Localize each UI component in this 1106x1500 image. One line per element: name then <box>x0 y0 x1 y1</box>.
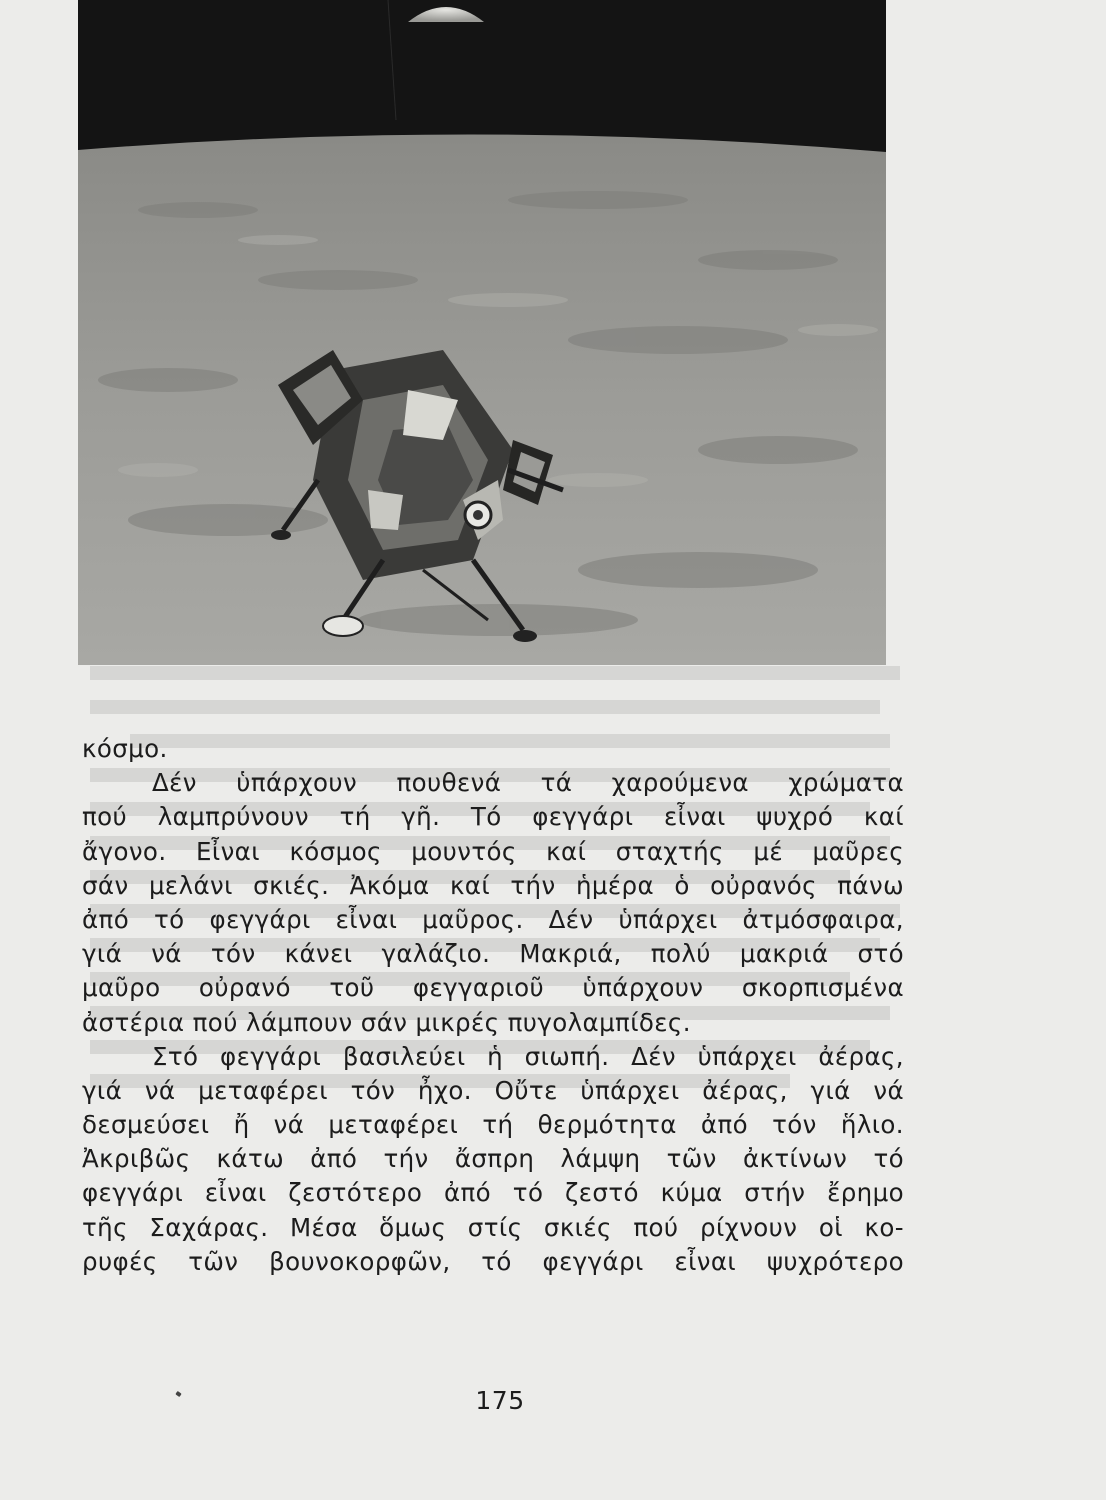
page-number: 175 <box>475 1386 525 1415</box>
body-line: φεγγάρι εἶναι ζεστότερο ἀπό τό ζεστό κύμα στήν ἔρημο <box>82 1178 904 1208</box>
body-line: δεσμεύσει ἤ νά μεταφέρει τή θερμότητα ἀπό τόν ἥλιο. <box>82 1110 904 1140</box>
body-text <box>82 732 904 1279</box>
body-line: κόσμο. <box>82 734 168 763</box>
body-line: πού λαμπρύνουν τή γῆ. Τό φεγγάρι εἶναι ψυχρό καί <box>82 802 904 832</box>
body-line: ἀστέρια πού λάμπουν σάν μικρές πυγολαμπίδες. <box>82 1007 691 1037</box>
body-line: μαῦρο οὐρανό τοῦ φεγγαριοῦ ὑπάρχουν σκορπισμένα <box>82 973 904 1003</box>
body-line: ἄγονο. Εἶναι κόσμος μουντός καί σταχτής μέ μαῦρες <box>82 836 904 866</box>
body-line: ρυφές τῶν βουνοκορφῶν, τό φεγγάρι εἶναι ψυχρότερο <box>82 1246 904 1276</box>
body-line: γιά νά τόν κάνει γαλάζιο. Μακριά, πολύ μακριά στό <box>82 939 904 969</box>
body-line: Ἀκριβῶς κάτω ἀπό τήν ἄσπρη λάμψη τῶν ἀκτίνων τό <box>82 1144 904 1174</box>
ink-speck <box>175 1391 181 1397</box>
body-line: Στό φεγγάρι βασιλεύει ἡ σιωπή. Δέν ὑπάρχει ἀέρας, <box>152 1041 904 1071</box>
body-line: Δέν ὑπάρχουν πουθενά τά χαρούμενα χρώματα <box>152 768 904 798</box>
body-line: τῆς Σαχάρας. Μέσα ὅμως στίς σκιές πού ρίχνουν οἱ κο- <box>82 1212 904 1242</box>
body-line: γιά νά μεταφέρει τόν ἦχο. Οὔτε ὑπάρχει ἀέρας, γιά νά <box>82 1075 904 1105</box>
body-line: σάν μελάνι σκιές. Ἀκόμα καί τήν ἡμέρα ὁ οὐρανός πάνω <box>82 870 904 900</box>
body-line: ἀπό τό φεγγάρι εἶναι μαῦρος. Δέν ὑπάρχει ἀτμόσφαιρα, <box>82 904 904 934</box>
lunar-module-photo <box>78 0 886 665</box>
